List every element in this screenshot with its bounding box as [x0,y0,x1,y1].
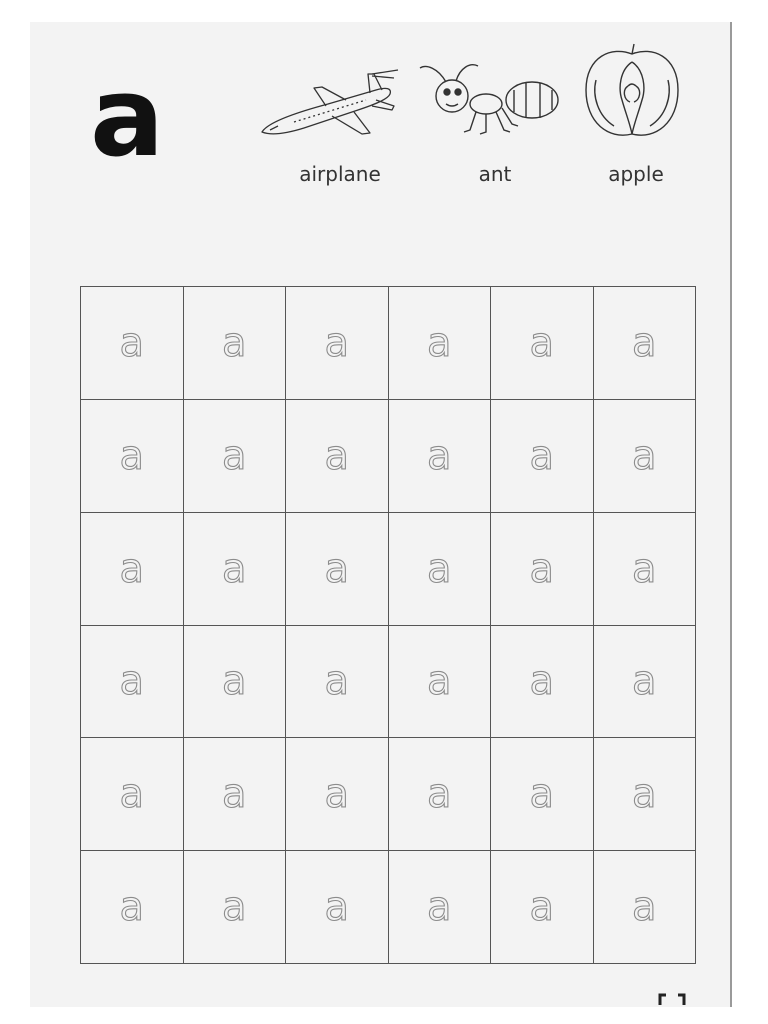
tracing-cell[interactable] [389,400,492,513]
tracing-cell[interactable] [184,400,287,513]
tracing-cell[interactable] [286,851,389,964]
tracing-cell[interactable] [491,287,594,400]
tracing-cell[interactable] [491,851,594,964]
trace-letter: a [529,771,554,818]
trace-letter: a [631,319,657,366]
tracing-cell[interactable] [286,287,389,400]
tracing-cell[interactable] [81,400,184,513]
trace-letter: a [631,432,657,479]
tracing-cell[interactable] [491,513,594,626]
trace-letter: a [324,771,349,818]
ant-icon [416,60,566,140]
tracing-cell[interactable] [81,738,184,851]
tracing-cell[interactable] [389,287,492,400]
word-label-ant: ant [478,162,512,186]
trace-letter: a [426,319,452,366]
tracing-cell[interactable] [81,626,184,739]
tracing-cell[interactable] [594,851,697,964]
tracing-cell[interactable] [491,626,594,739]
trace-letter: a [221,319,247,366]
tracing-cell[interactable] [81,287,184,400]
trace-letter: a [529,319,554,366]
trace-letter: a [119,545,144,592]
apple-icon [578,40,688,146]
trace-letter: a [324,545,349,592]
trace-letter: a [119,771,144,818]
tracing-cell[interactable] [286,738,389,851]
tracing-cell[interactable] [286,626,389,739]
trace-letter: a [426,432,452,479]
tracing-cell[interactable] [286,513,389,626]
expand-icon[interactable] [658,987,686,1007]
trace-letter: a [324,432,349,479]
trace-letter: a [631,771,657,818]
trace-letter: a [221,545,247,592]
trace-letter: a [324,319,349,366]
trace-letter: a [426,658,452,705]
tracing-cell[interactable] [184,738,287,851]
trace-letter: a [221,432,247,479]
trace-letter: a [119,432,144,479]
tracing-cell[interactable] [594,738,697,851]
worksheet-page [30,22,732,1007]
trace-letter: a [324,658,349,705]
trace-letter: a [631,545,657,592]
trace-letter: a [631,884,657,931]
trace-letter: a [221,658,247,705]
trace-letter: a [324,884,349,931]
trace-letter: a [119,319,144,366]
tracing-cell[interactable] [389,513,492,626]
tracing-cell[interactable] [594,626,697,739]
trace-letter: a [529,545,554,592]
trace-letter: a [426,771,452,818]
tracing-cell[interactable] [184,626,287,739]
trace-letter: a [221,884,247,931]
airplane-icon [258,66,408,142]
tracing-cell[interactable] [184,851,287,964]
tracing-cell[interactable] [184,287,287,400]
word-label-airplane: airplane [299,162,381,186]
tracing-cell[interactable] [81,851,184,964]
trace-letter: a [529,432,554,479]
tracing-cell[interactable] [81,513,184,626]
tracing-cell[interactable] [184,513,287,626]
trace-letter: a [119,884,144,931]
tracing-cell[interactable] [594,400,697,513]
trace-letter: a [426,884,452,931]
trace-letter: a [529,658,554,705]
tracing-grid [80,286,696,964]
tracing-cell[interactable] [286,400,389,513]
trace-letter: a [119,658,144,705]
tracing-cell[interactable] [594,287,697,400]
tracing-cell[interactable] [491,400,594,513]
featured-letter: a [90,53,165,181]
tracing-cell[interactable] [594,513,697,626]
tracing-cell[interactable] [491,738,594,851]
tracing-cell[interactable] [389,738,492,851]
tracing-cell[interactable] [389,851,492,964]
trace-letter: a [426,545,452,592]
word-label-apple: apple [608,162,664,186]
trace-letter: a [529,884,554,931]
trace-letter: a [221,771,247,818]
trace-letter: a [631,658,657,705]
tracing-cell[interactable] [389,626,492,739]
